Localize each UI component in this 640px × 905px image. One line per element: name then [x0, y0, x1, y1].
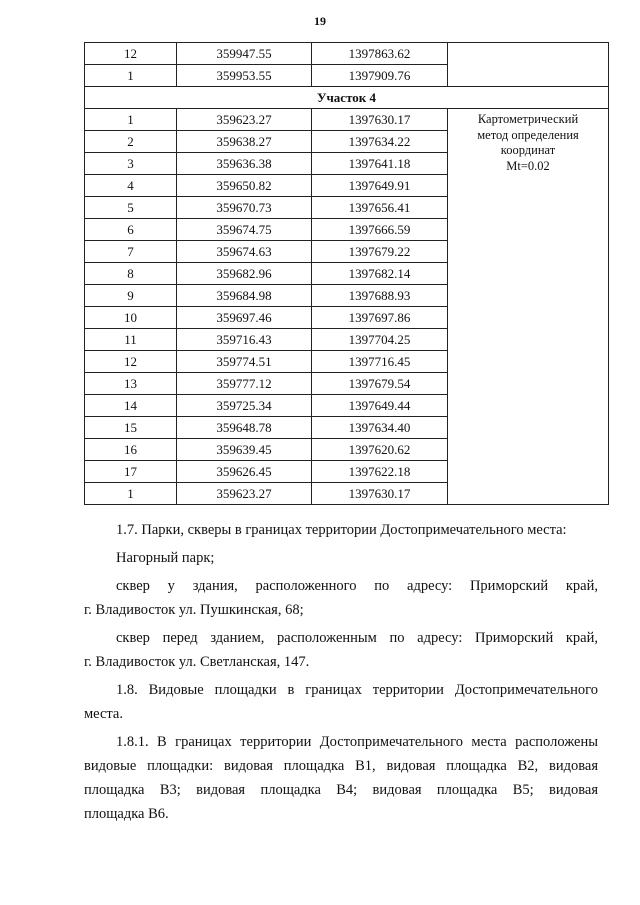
coord-y: 1397697.86	[312, 307, 448, 329]
point-number: 3	[85, 153, 177, 175]
method-line: координат	[500, 143, 556, 158]
text-line: сквер у здания, расположенного по адресу: Приморский край,	[116, 578, 598, 594]
coord-y: 1397666.59	[312, 219, 448, 241]
coord-y: 1397622.18	[312, 461, 448, 483]
point-number: 2	[85, 131, 177, 153]
page-number: 19	[314, 14, 326, 28]
coord-y: 1397688.93	[312, 285, 448, 307]
point-number: 14	[85, 395, 177, 417]
coord-x: 359725.34	[177, 395, 312, 417]
text-line: сквер перед зданием, расположенным по адресу: Приморский край,	[116, 630, 598, 646]
coord-y: 1397634.22	[312, 131, 448, 153]
paragraph-parks-heading: 1.7. Парки, скверы в границах территории Достопримечательного места:	[116, 522, 567, 538]
text-line: площадка В6.	[84, 806, 169, 822]
coord-y: 1397682.14	[312, 263, 448, 285]
point-number: 15	[85, 417, 177, 439]
point-number: 1	[85, 65, 177, 87]
coord-x: 359682.96	[177, 263, 312, 285]
coord-x: 359638.27	[177, 131, 312, 153]
point-number: 7	[85, 241, 177, 263]
coord-y: 1397649.44	[312, 395, 448, 417]
coord-y: 1397704.25	[312, 329, 448, 351]
coord-y: 1397649.91	[312, 175, 448, 197]
text-line: видовые площадки: видовая площадка В1, видовая площадка В2, видовая	[84, 758, 598, 774]
text-line: г. Владивосток ул. Светланская, 147.	[84, 654, 310, 670]
coord-x: 359623.27	[177, 109, 312, 131]
coord-x: 359947.55	[177, 43, 312, 65]
method-line: метод определения	[477, 127, 579, 142]
point-number: 4	[85, 175, 177, 197]
coord-x: 359697.46	[177, 307, 312, 329]
coord-y: 1397630.17	[312, 109, 448, 131]
text-line: места.	[84, 706, 123, 722]
coord-x: 359648.78	[177, 417, 312, 439]
coord-y: 1397716.45	[312, 351, 448, 373]
coord-y: 1397679.22	[312, 241, 448, 263]
coord-x: 359716.43	[177, 329, 312, 351]
point-number: 1	[85, 109, 177, 131]
coord-x: 359674.63	[177, 241, 312, 263]
coord-x: 359626.45	[177, 461, 312, 483]
text-line: 1.8. Видовые площадки в границах территории Достопримечательного	[116, 682, 598, 698]
method-line: Картометрический	[477, 112, 579, 126]
method-line: Mt=0.02	[506, 158, 550, 173]
paragraph-square-pushkinskaya	[84, 574, 598, 622]
coord-x: 359636.38	[177, 153, 312, 175]
section-title: Участок 4	[85, 87, 609, 109]
section-header-row	[85, 87, 609, 109]
point-number: 12	[85, 351, 177, 373]
coord-y: 1397630.17	[312, 483, 448, 505]
point-number: 10	[85, 307, 177, 329]
coord-y: 1397634.40	[312, 417, 448, 439]
point-number: 6	[85, 219, 177, 241]
coord-y: 1397656.41	[312, 197, 448, 219]
point-number: 9	[85, 285, 177, 307]
point-number: 13	[85, 373, 177, 395]
coord-x: 359623.27	[177, 483, 312, 505]
point-number: 16	[85, 439, 177, 461]
coordinates-table	[84, 42, 609, 505]
coord-y: 1397620.62	[312, 439, 448, 461]
coord-x: 359650.82	[177, 175, 312, 197]
text-line: 1.8.1. В границах территории Достопримечательного места расположены	[116, 734, 598, 750]
paragraph-nagorny-park: Нагорный парк;	[116, 550, 215, 566]
table-row	[85, 43, 609, 65]
method-cell	[448, 109, 609, 505]
point-number: 12	[85, 43, 177, 65]
coord-x: 359953.55	[177, 65, 312, 87]
coord-x: 359639.45	[177, 439, 312, 461]
coord-x: 359777.12	[177, 373, 312, 395]
text-line: г. Владивосток ул. Пушкинская, 68;	[84, 602, 304, 618]
paragraph-square-svetlanskaya	[84, 626, 598, 674]
coord-y: 1397679.54	[312, 373, 448, 395]
point-number: 5	[85, 197, 177, 219]
document-text	[84, 518, 598, 830]
paragraph-viewpoints-list	[84, 730, 598, 826]
coord-x: 359670.73	[177, 197, 312, 219]
table-row	[85, 109, 609, 131]
coord-y: 1397641.18	[312, 153, 448, 175]
coord-x: 359684.98	[177, 285, 312, 307]
point-number: 17	[85, 461, 177, 483]
method-cell-empty	[448, 43, 609, 87]
coord-x: 359674.75	[177, 219, 312, 241]
text-line: площадка В3; видовая площадка В4; видовая площадка В5; видовая	[84, 782, 598, 798]
coord-y: 1397863.62	[312, 43, 448, 65]
point-number: 1	[85, 483, 177, 505]
paragraph-viewpoints-heading	[84, 678, 598, 726]
coord-y: 1397909.76	[312, 65, 448, 87]
point-number: 8	[85, 263, 177, 285]
point-number: 11	[85, 329, 177, 351]
coord-x: 359774.51	[177, 351, 312, 373]
